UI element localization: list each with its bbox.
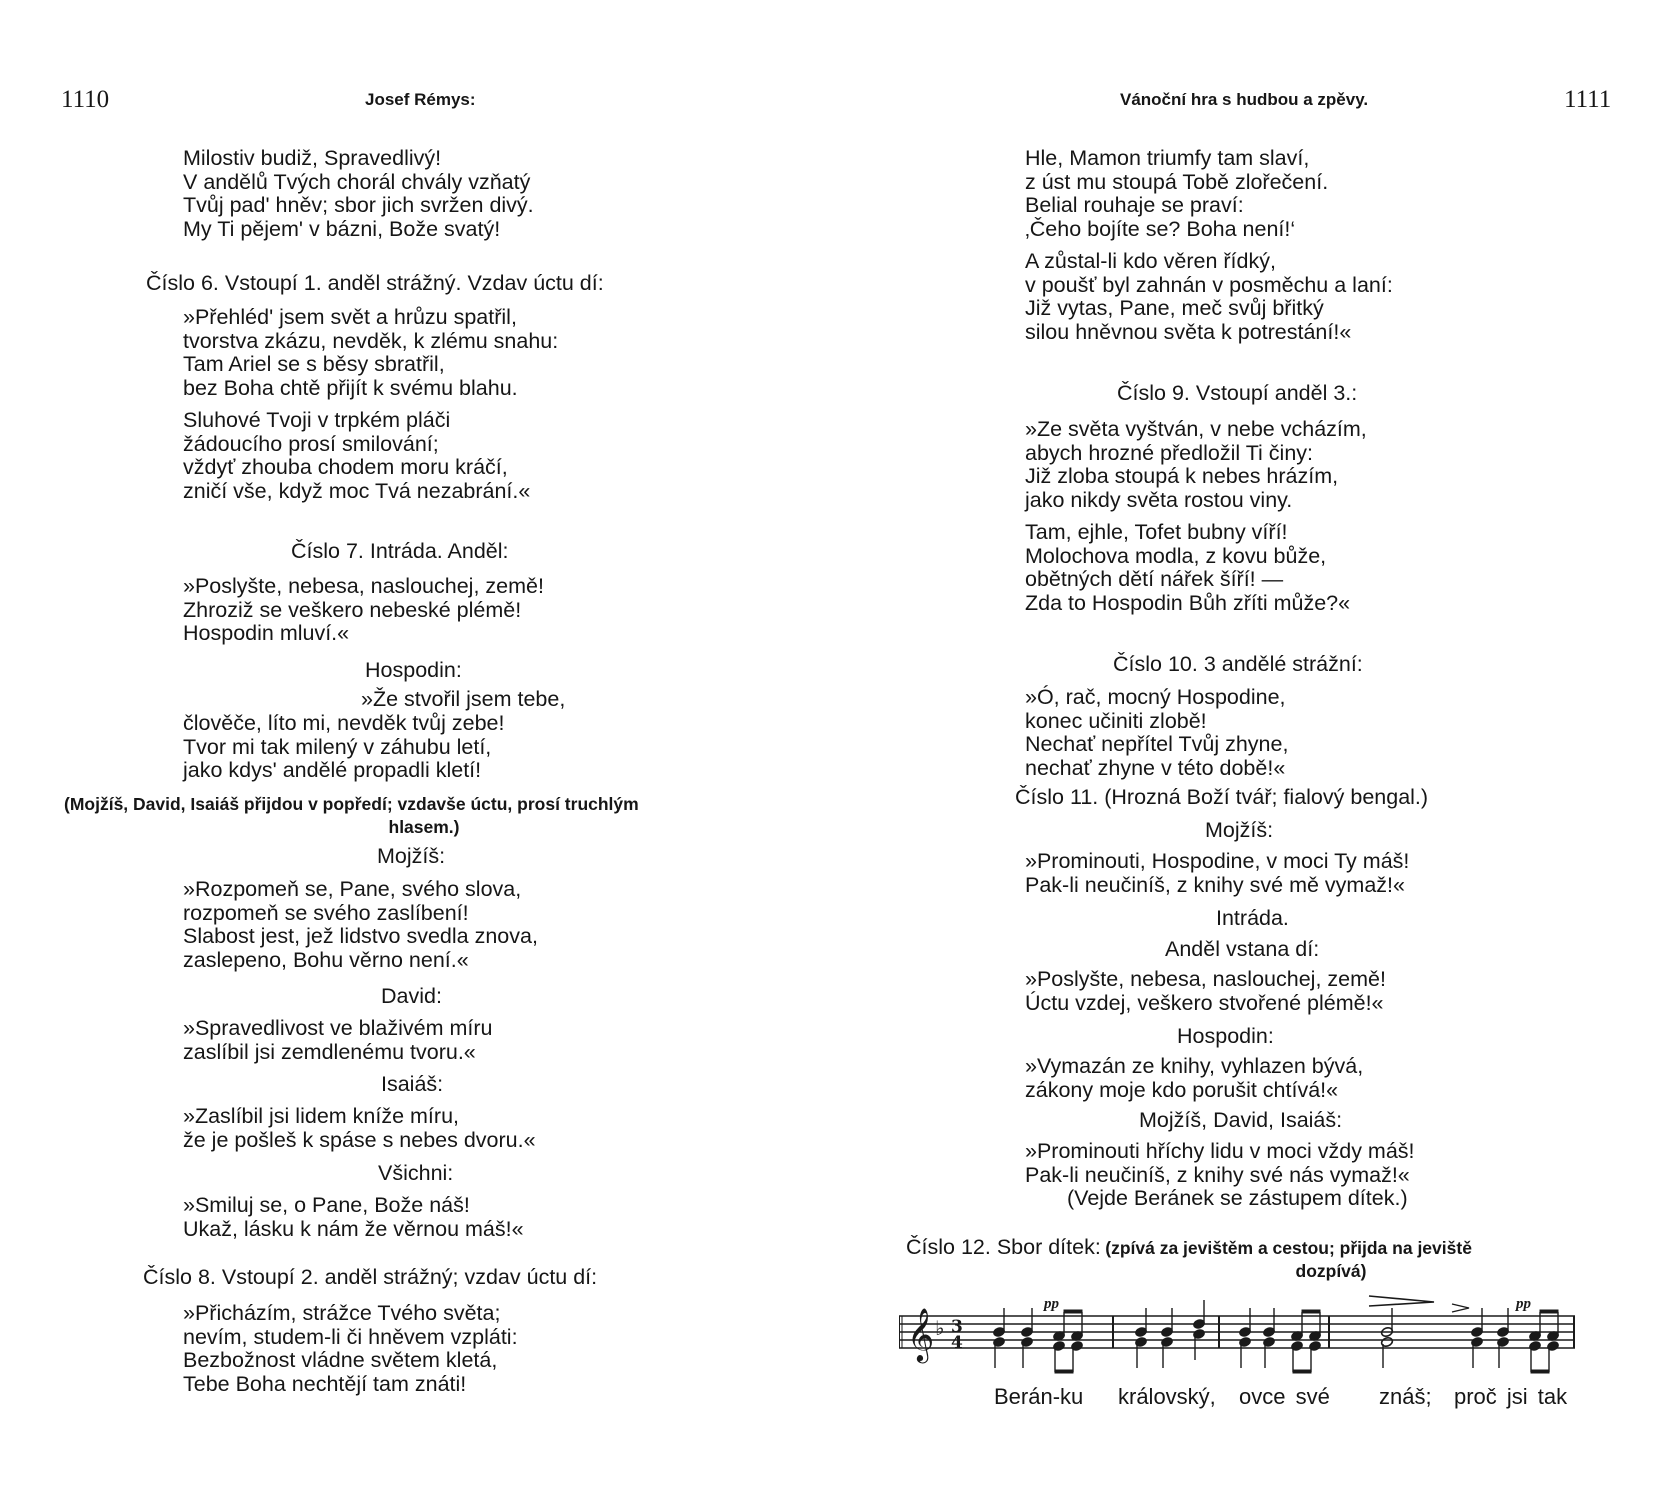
verse-line: »Přicházím, strážce Tvého světa; [183, 1301, 501, 1325]
verse-block [183, 147, 534, 241]
page-number: 1111 [1564, 86, 1612, 113]
speaker-label: David: [381, 984, 442, 1008]
verse-line: »Přehléd' jsem svět a hrůzu spatřil, [183, 305, 517, 329]
speaker-label: Všichni: [378, 1161, 454, 1185]
verse-line: Tam Ariel se s běsy sbratřil, [183, 352, 445, 376]
verse-line: Nechať nepřítel Tvůj zhyne, [1025, 732, 1289, 756]
verse-line: »Prominouti hříchy lidu v moci vždy máš! [1025, 1139, 1415, 1163]
verse-line: Hle, Mamon triumfy tam slaví, [1025, 146, 1310, 170]
section-heading: Číslo 8. Vstoupí 2. anděl strážný; vzdav úctu dí: [143, 1265, 598, 1289]
verse-line: A zůstal-li kdo věren řídký, [1025, 249, 1276, 273]
speaker-label: Mojžíš, David, Isaiáš: [1139, 1108, 1343, 1132]
verse-line: zaslíbil jsi zemdlenému tvoru.« [183, 1039, 476, 1064]
verse-line: V andělů Tvých chorál chvály vzňatý [183, 169, 531, 194]
stage-direction: (Mojžíš, David, Isaiáš přijdou v popředí; vzdavše úctu, prosí truchlým hlasem.) [64, 794, 639, 837]
accent-mark [1369, 1296, 1434, 1306]
running-head: Vánoční hra s hudbou a zpěvy. [1120, 90, 1369, 109]
page-number: 1110 [61, 86, 110, 113]
speaker-label: Isaiáš: [381, 1072, 444, 1096]
speaker-label: Mojžíš: [1205, 818, 1274, 842]
speaker-label: Anděl vstana dí: [1165, 937, 1320, 961]
time-signature-top: 3 [951, 1317, 963, 1337]
verse-line: nechať zhyne v této době!« [1025, 755, 1286, 780]
verse-line: Zhroziž se veškero nebeské plémě! [183, 597, 522, 622]
right-page [835, 0, 1670, 1500]
verse-line: Tam, ejhle, Tofet bubny víří! [1025, 520, 1288, 544]
verse-line: »Vymazán ze knihy, vyhlazen bývá, [1025, 1054, 1364, 1078]
speaker-label: Hospodin: [1177, 1024, 1274, 1048]
verse-line: obětných dětí nářek šíří! — [1025, 567, 1284, 591]
verse-line: My Ti pějem' v bázni, Bože svatý! [183, 216, 501, 241]
verse-line: »Prominouti, Hospodine, v moci Ty máš! [1025, 849, 1410, 873]
verse-line: zaslepeno, Bohu věrno není.« [183, 947, 469, 972]
verse-line: Zda to Hospodin Bůh zříti může?« [1025, 590, 1351, 615]
verse-line: Tvůj pad' hněv; sbor jich svržen divý. [183, 193, 534, 217]
verse-block [183, 1302, 518, 1396]
verse-line: konec učiniti zlobě! [1025, 708, 1207, 733]
stage-direction: (Vejde Beránek se zástupem dítek.) [1067, 1186, 1408, 1210]
verse-line: člověče, líto mi, nevděk tvůj zebe! [183, 711, 505, 735]
verse-line: Slabost jest, jež lidstvo svedla znova, [183, 924, 538, 948]
verse-line: Belial rouhaje se praví: [1025, 193, 1244, 217]
verse-line: »Spravedlivost ve blaživém míru [183, 1016, 493, 1040]
stage-label: Intráda. [1216, 906, 1289, 930]
verse-line: rozpomeň se svého zaslíbení! [183, 900, 469, 925]
verse-line: bez Boha chtě přijít k svému blahu. [183, 375, 518, 400]
verse-line: nevím, studem-li či hněvem vzpláti: [183, 1324, 518, 1349]
verse-line: »Rozpomeň se, Pane, svého slova, [183, 877, 522, 901]
section-heading: Číslo 10. 3 andělé strážní: [1113, 652, 1363, 676]
verse-line: »Smiluj se, o Pane, Bože náš! [183, 1193, 470, 1217]
lyric-syllable: Berán-ku [994, 1384, 1084, 1409]
verse-line: »Poslyšte, nebesa, naslouchej, země! [183, 574, 544, 598]
note-head [1380, 1336, 1393, 1347]
note-beam [1064, 1310, 1082, 1313]
accent-mark [1452, 1304, 1469, 1312]
verse-block [1025, 686, 1288, 780]
section-heading: Číslo 11. (Hrozná Boží tvář; fialový bengal.) [1015, 785, 1429, 809]
section-heading: Číslo 9. Vstoupí anděl 3.: [1117, 381, 1358, 405]
verse-line: Bezbožnost vládne světem kletá, [183, 1348, 498, 1372]
verse-block [183, 878, 538, 972]
verse-line: Pak-li neučiníš, z knihy své nás vymaž!« [1025, 1162, 1410, 1187]
verse-line: »Ó, rač, mocný Hospodine, [1025, 685, 1286, 709]
verse-line: Již zloba stoupá k nebes hrázím, [1025, 464, 1339, 488]
notes [992, 1300, 1559, 1373]
verse-line: Molochova modla, z kovu bůže, [1025, 543, 1327, 568]
verse-line: že je pošleš k spáse s nebes dvoru.« [183, 1127, 536, 1152]
verse-line: v poušť byl zahnán v posměchu a laní: [1025, 272, 1393, 297]
section-heading: Číslo 12. Sbor dítek: (zpívá za jevištěm a cestou; přijda na jeviště dozpívá) [906, 1235, 1472, 1281]
speaker-label: Mojžíš: [377, 844, 446, 868]
verse-line: abych hrozné předložil Ti činy: [1025, 440, 1314, 465]
verse-line: Milostiv budiž, Spravedlivý! [183, 146, 442, 170]
verse-line: »Zaslíbil jsi lidem kníže míru, [183, 1104, 459, 1128]
verse-line: Tebe Boha nechtějí tam znáti! [183, 1371, 467, 1396]
verse-block [183, 712, 504, 783]
verse-line: »Že stvořil jsem tebe, [361, 687, 566, 711]
verse-line: jako nikdy světa rostou viny. [1025, 487, 1293, 512]
verse-line: tvorstva zkázu, nevděk, k zlému snahu: [183, 328, 559, 353]
verse-line: Ukaž, lásku k nám že věrnou máš!« [183, 1216, 524, 1241]
verse-line: silou hněvnou světa k potrestání!« [1025, 319, 1352, 344]
verse-block [183, 306, 558, 503]
note-beam [1302, 1310, 1320, 1313]
running-head: Josef Rémys: [365, 90, 476, 109]
verse-line: Hospodin mluví.« [183, 621, 350, 645]
note-beam [1293, 1370, 1311, 1373]
dynamic-mark: pp [1516, 1296, 1531, 1312]
verse-block [1025, 968, 1386, 1015]
note-beam [1531, 1370, 1549, 1373]
verse-line: zákony moje kdo porušit chtívá!« [1025, 1077, 1339, 1102]
verse-line: »Poslyšte, nebesa, naslouchej, země! [1025, 967, 1386, 991]
verse-block [1025, 1140, 1415, 1187]
lyric-syllable: znáš; [1379, 1384, 1432, 1409]
verse-block [183, 1105, 536, 1152]
time-signature-bottom: 4 [951, 1333, 963, 1353]
verse-line: Sluhové Tvoji v trpkém pláči [183, 408, 451, 432]
verse-line: jako kdys' andělé propadli kletí! [183, 758, 482, 782]
verse-line: žádoucího prosí smilování; [183, 431, 439, 456]
verse-line: zničí vše, když moc Tvá nezabrání.« [183, 478, 531, 503]
verse-block [183, 575, 544, 646]
music-staff [899, 1294, 1579, 1384]
verse-block [1025, 147, 1393, 344]
verse-line: vždyť zhouba chodem moru kráčí, [183, 455, 508, 479]
verse-block [1025, 418, 1367, 615]
treble-clef-icon: 𝄞 [907, 1307, 935, 1361]
verse-block [183, 1194, 524, 1241]
section-heading: Číslo 7. Intráda. Anděl: [291, 539, 509, 563]
verse-block [1025, 850, 1409, 897]
verse-line: Úctu vzdej, veškero stvořené plémě!« [1025, 990, 1384, 1015]
section-heading: Číslo 6. Vstoupí 1. anděl strážný. Vzdav úctu dí: [146, 271, 604, 295]
lyric-syllable: ovce své [1239, 1384, 1330, 1409]
verse-line: ‚Čeho bojíte se? Boha není!‘ [1025, 216, 1296, 241]
dynamic-mark: pp [1044, 1296, 1059, 1312]
verse-block [1025, 1055, 1363, 1102]
lyric-syllable: královský, [1118, 1384, 1216, 1409]
lyric-syllable: proč jsi tak [1454, 1384, 1568, 1409]
note-beam [1055, 1370, 1073, 1373]
verse-block [183, 1017, 492, 1064]
verse-line: z úst mu stoupá Tobě zlořečení. [1025, 169, 1329, 194]
verse-line: »Ze světa vyštván, v nebe vcházím, [1025, 417, 1367, 441]
verse-line: Pak-li neučiníš, z knihy své mě vymaž!« [1025, 872, 1405, 897]
note-beam [1540, 1310, 1558, 1313]
verse-line: Již vytas, Pane, meč svůj břitký [1025, 296, 1324, 320]
flat-icon: ♭ [935, 1316, 945, 1340]
speaker-label: Hospodin: [365, 658, 462, 682]
verse-line: Tvor mi tak milený v záhubu letí, [183, 734, 492, 759]
